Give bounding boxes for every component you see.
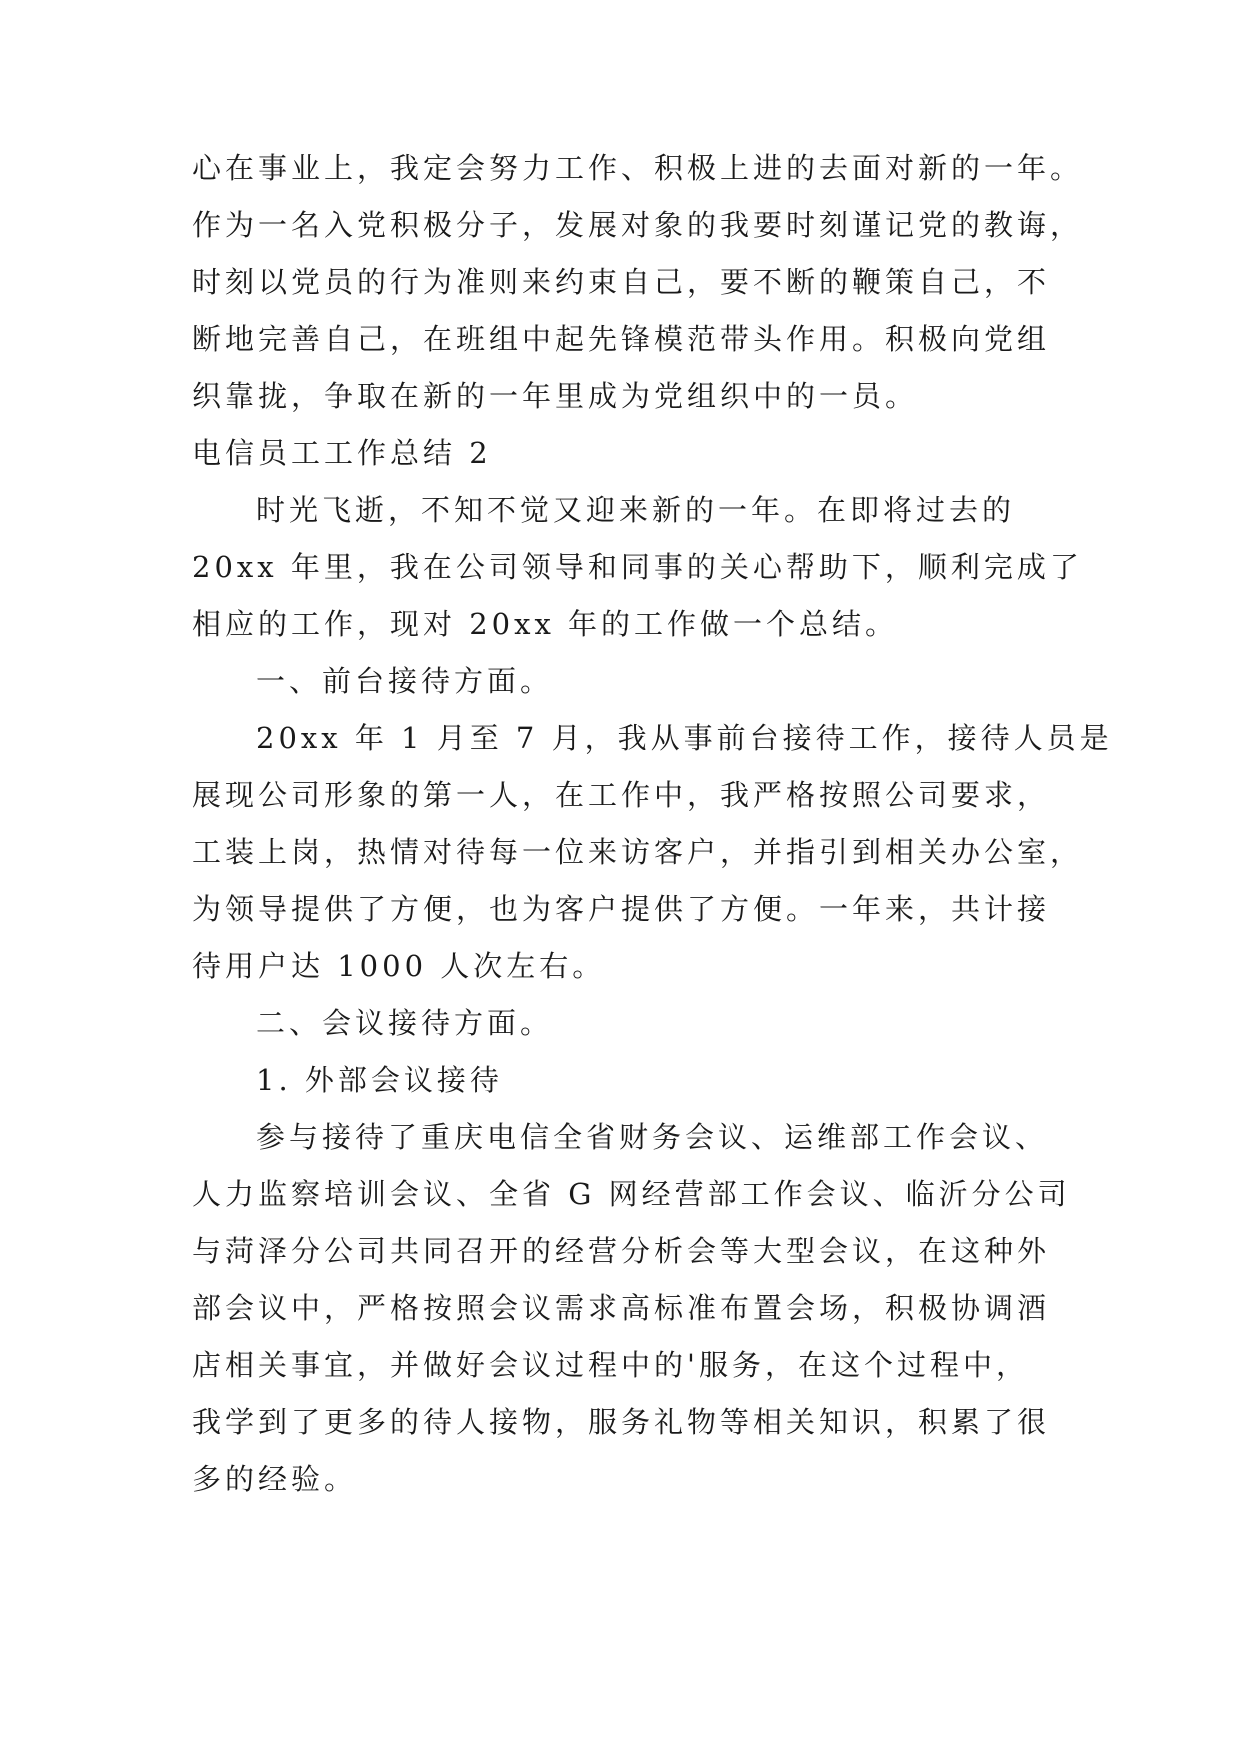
body-line: 部会议中，严格按照会议需求高标准布置会场，积极协调酒: [192, 1291, 1051, 1325]
body-line: 与菏泽分公司共同召开的经营分析会等大型会议，在这种外: [192, 1234, 1051, 1268]
section-title: 电信员工工作总结 2: [192, 436, 492, 470]
body-line: 20xx 年里，我在公司领导和同事的关心帮助下，顺利完成了: [192, 550, 1083, 584]
paragraph-first-line: 时光飞逝，不知不觉又迎来新的一年。在即将过去的: [256, 493, 1016, 527]
body-line: 断地完善自己，在班组中起先锋模范带头作用。积极向党组: [192, 322, 1051, 356]
body-line: 织靠拢，争取在新的一年里成为党组织中的一员。: [192, 379, 919, 413]
paragraph-first-line: 参与接待了重庆电信全省财务会议、运维部工作会议、: [256, 1120, 1049, 1154]
body-line: 多的经验。: [192, 1462, 358, 1496]
body-line: 待用户达 1000 人次左右。: [192, 949, 606, 983]
paragraph-first-line: 20xx 年 1 月至 7 月，我从事前台接待工作，接待人员是: [256, 721, 1113, 755]
body-line: 时刻以党员的行为准则来约束自己，要不断的鞭策自己，不: [192, 265, 1051, 299]
body-line: 相应的工作，现对 20xx 年的工作做一个总结。: [192, 607, 899, 641]
subheading: 1. 外部会议接待: [256, 1063, 503, 1097]
body-line: 人力监察培训会议、全省 G 网经营部工作会议、临沂分公司: [192, 1177, 1071, 1211]
body-line: 展现公司形象的第一人，在工作中，我严格按照公司要求，: [192, 778, 1051, 812]
body-line: 工装上岗，热情对待每一位来访客户，并指引到相关办公室，: [192, 835, 1084, 869]
body-line: 店相关事宜，并做好会议过程中的'服务，在这个过程中，: [192, 1348, 1029, 1382]
body-line: 为领导提供了方便，也为客户提供了方便。一年来，共计接: [192, 892, 1051, 926]
subheading: 二、会议接待方面。: [256, 1006, 554, 1040]
subheading: 一、前台接待方面。: [256, 664, 554, 698]
body-line: 作为一名入党积极分子，发展对象的我要时刻谨记党的教诲，: [192, 208, 1084, 242]
body-line: 我学到了更多的待人接物，服务礼物等相关知识，积累了很: [192, 1405, 1051, 1439]
body-line: 心在事业上，我定会努力工作、积极上进的去面对新的一年。: [192, 151, 1084, 185]
